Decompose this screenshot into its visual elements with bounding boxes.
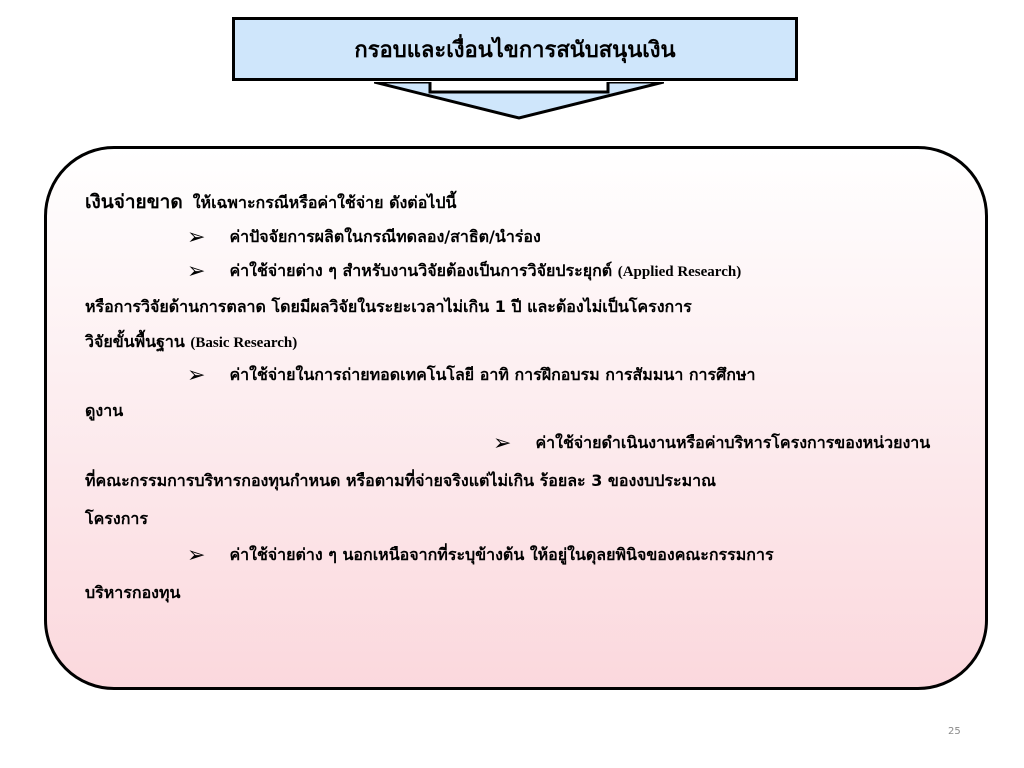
list-item-continuation: บริหารกองทุน — [85, 583, 181, 602]
heading-label: เงินจ่ายขาด — [85, 191, 183, 213]
down-arrow-icon — [374, 82, 664, 122]
list-item — [187, 543, 774, 568]
list-item-continuation: หรือการวิจัยด้านการตลาด โดยมีผลวิจัยในระยะเวลาไม่เกิน 1 ปี และต้องไม่เป็นโครงการ — [85, 297, 692, 316]
arrow-bullet-icon: ➢ — [187, 259, 206, 284]
list-item — [187, 363, 756, 388]
list-item-text: ค่าใช้จ่ายดำเนินงานหรือค่าบริหารโครงการของหน่วยงาน — [535, 433, 931, 452]
arrow-bullet-icon: ➢ — [187, 225, 206, 250]
slide-title: กรอบและเงื่อนไขการสนับสนุนเงิน — [354, 37, 676, 63]
list-item-english-term: (Applied Research) — [617, 264, 742, 280]
arrow-bullet-icon: ➢ — [187, 543, 206, 568]
slide-title-box — [232, 17, 798, 81]
list-item-text: ค่าใช้จ่ายต่าง ๆ สำหรับงานวิจัยต้องเป็นการวิจัยประยุกต์ — [229, 261, 613, 280]
content-panel — [44, 146, 988, 690]
list-item-text: ค่าใช้จ่ายในการถ่ายทอดเทคโนโลยี อาทิ การฝึกอบรม การสัมมนา การศึกษา — [229, 365, 756, 384]
list-item-continuation: ที่คณะกรรมการบริหารกองทุนกำหนด หรือตามที่จ่ายจริงแต่ไม่เกิน ร้อยละ 3 ของงบประมาณ — [85, 471, 716, 490]
list-item-continuation: ดูงาน — [85, 401, 124, 420]
list-item-text: ค่าปัจจัยการผลิตในกรณีทดลอง/สาธิต/นำร่อง — [229, 227, 541, 246]
arrow-bullet-icon: ➢ — [493, 431, 512, 456]
page-number: 25 — [948, 726, 961, 737]
list-item — [493, 431, 945, 456]
list-item-continuation-text: วิจัยขั้นพื้นฐาน — [85, 332, 185, 351]
list-item-continuation — [85, 330, 297, 355]
list-item — [187, 225, 541, 250]
list-item-english-term: (Basic Research) — [190, 335, 298, 351]
list-item-continuation: โครงการ — [85, 509, 148, 528]
heading-line — [85, 187, 456, 217]
list-item — [187, 259, 741, 284]
heading-text: ให้เฉพาะกรณีหรือค่าใช้จ่าย ดังต่อไปนี้ — [192, 193, 457, 212]
arrow-bullet-icon: ➢ — [187, 363, 206, 388]
list-item-text: ค่าใช้จ่ายต่าง ๆ นอกเหนือจากที่ระบุข้างต้น ให้อยู่ในดุลยพินิจของคณะกรรมการ — [229, 545, 774, 564]
